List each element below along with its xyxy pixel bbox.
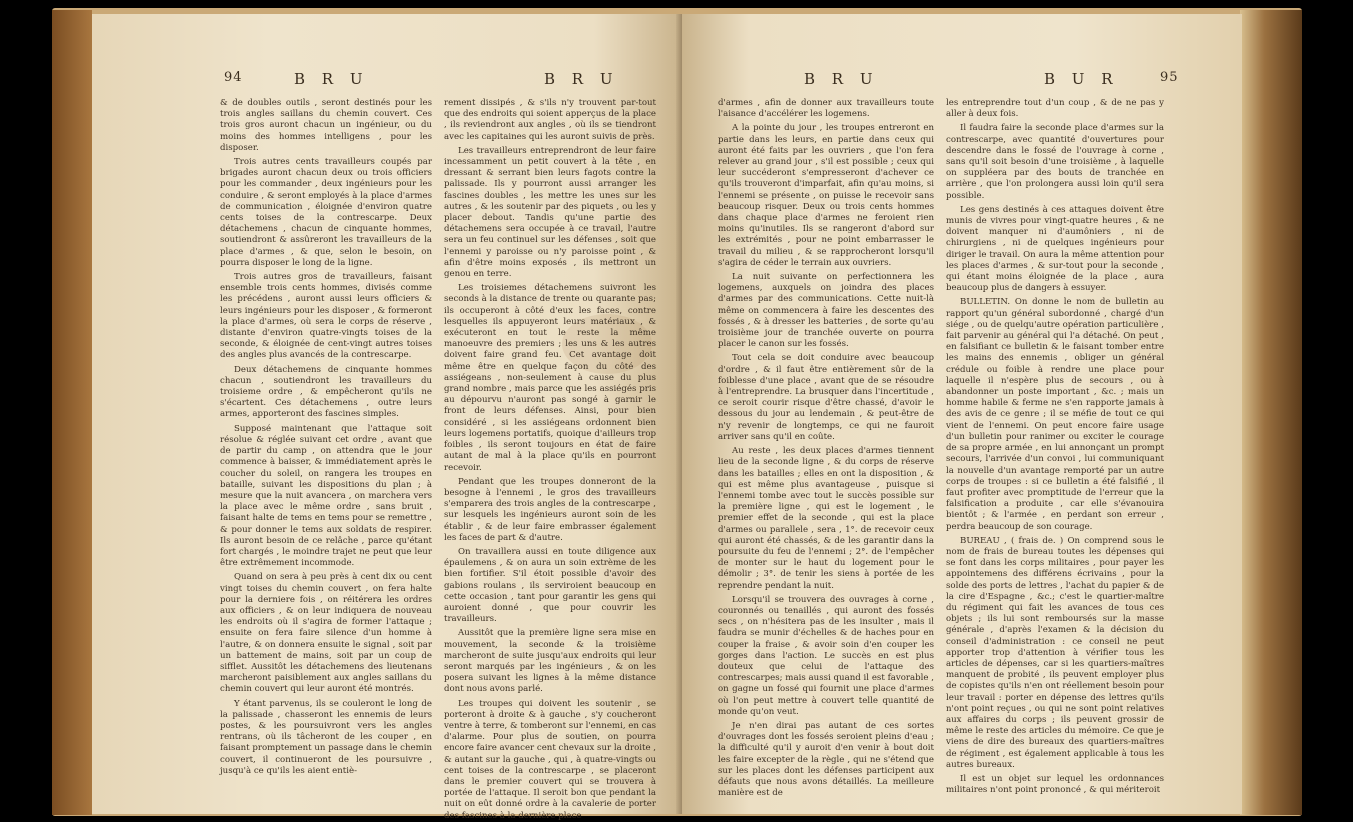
running-head-left: B R U <box>294 70 369 88</box>
right-page <box>682 14 1242 814</box>
paragraph: d'armes , afin de donner aux travailleurs toute l'aisance d'accélérer les logemens. <box>718 98 934 120</box>
left-page <box>92 14 682 821</box>
running-head-left: B R U <box>804 70 879 88</box>
paragraph: & de doubles outils , seront destinés pour les trois angles saillans du chemin couvert. Ces trois gros auront chacun un ingénieur, ou du moins des hommes intelligens , pour les disposer. <box>220 98 432 153</box>
paragraph: A la pointe du jour , les troupes entreront en partie dans les leurs, en partie dans ceux qui auront été faits par les ouvriers , que l'on fera relever au grand jour , s'il est possible ; ceux qui leur succéderont s'empresseront d'achever ce qu'ils trouveront d'imparfait, afin qu'au moins, si l'ennemi se présente , on puisse le recevoir sans beaucoup risquer. Deux ou trois cents hommes dans chaque place d'armes ne feroient rien moins qu'inutiles. Ils se rangeront d'abord sur les extrémités , pour ne point embarrasser le travail du milieu , & se rapprocheront lorsqu'il s'agira de céder le terrain aux ouvriers. <box>718 123 934 268</box>
paragraph: Trois autres cents travailleurs coupés par brigades auront chacun deux ou trois officiers pour les commander , deux ingénieurs pour les conduire , & seront employés à la place d'armes de communication , éloignée d'environ quatre cents toises de la contrescarpe. Deux détachemens , chacun de cinquante hommes, soutiendront & assûreront les travailleurs de la place d'armes , & que, selon le besoin, on pourra disposer le long de la ligne. <box>220 157 432 268</box>
paragraph: Au reste , les deux places d'armes tiennent lieu de la seconde ligne , & du corps de réserve dans les batailles ; elles en ont la disposition , & qui est même plus avantageuse , puisque si l'ennemi tombe avec tout le succès possible sur la première ligne , qui est le logement , le premier effet de la seconde , qui est la place d'armes ou parallele , sera , 1°. de recevoir ceux qui auront été chassés, & de les garantir dans la poursuite du feu de l'ennemi ; 2°. de l'empêcher de monter sur le haut du logement pour le démolir ; 3°. de tenir les siens à portée de les reprendre pendant la nuit. <box>718 446 934 591</box>
paragraph: Lorsqu'il se trouvera des ouvrages à corne , couronnés ou tenaillés , qui auront des fossés secs , on n'hésitera pas de les insulter , mais il faudra se munir d'échelles & de haches pour en couper la fraise , & avoir soin d'en couper les gorges dans l'action. Le succès en est plus douteux que celui de l'attaque des contrescarpes; mais aussi quand il est favorable , on gagne un fossé qui fournit une place d'armes où l'on peut mettre à couvert telle quantité de monde qu'on veut. <box>718 594 934 717</box>
running-head-right: B R U <box>544 70 619 88</box>
paragraph: Quand on sera à peu près à cent dix ou cent vingt toises du chemin couvert , on fera halte pour la derniere fois , on réitérera les ordres aux officiers , & on leur indiquera de nouveau les endroits où il s'agira de former l'attaque ; ensuite on fera faire silence d'un homme à l'autre, & on donnera ensuite le signal , soit par un battement de mains, soit par un coup de sifflet. Aussitôt les détachemens des lieutenans marcheront paisiblement aux angles saillans du chemin couvert qui leur auront été montrés. <box>220 572 432 695</box>
paragraph: Trois autres gros de travailleurs, faisant ensemble trois cents hommes, divisés comme les précédens , auront aussi leurs officiers & leurs ingénieurs pour les disposer , & formeront la place d'armes, où sera le corps de réserve , distante d'environ quatre-vingts toises de la seconde, & éloignée de cent-vingt autres toises des angles plus avancés de la contrescarpe. <box>220 272 432 361</box>
paragraph: Il est un objet sur lequel les ordonnances militaires n'ont point prononcé , & qui mériteroit <box>946 773 1164 796</box>
paragraph: Deux détachemens de cinquante hommes chacun , soutiendront les travailleurs du troisieme ordre , & empêcheront qu'ils ne s'écartent. Ces détachemens , outre leurs armes, apporteront des fascines simples. <box>220 364 432 420</box>
text-column-2 <box>946 98 1164 796</box>
page-number: 95 <box>1160 70 1179 85</box>
paragraph: Les troisiemes détachemens suivront les seconds à la distance de trente ou quarante pas; ils occuperont à côté d'eux les faces, contre lesquelles ils appuyeront leurs matériaux , & exécuteront en tout le reste la même manoeuvre des premiers ; les uns & les autres doivent faire grand feu. Cet avantage doit même être en quelque façon du côté des assiégeans , non-seulement à cause du plus grand nombre , mais parce que les assiégés pris au dépourvu n'auront pas songé à garnir le front de leurs défenses. Ainsi, pour bien considéré , si les assiégeans ordonnent bien leurs logemens portatifs, quoique d'ailleurs trop foibles , ils seront toujours en état de faire autant de mal à la place qu'ils en pourront recevoir. <box>444 283 656 473</box>
text-column-2 <box>444 98 656 821</box>
paragraph: Les travailleurs entreprendront de leur faire incessamment un petit couvert à la tête , en dressant & serrant bien leurs fagots contre la palissade. Ils y pourront aussi arranger les fascines doubles , les mettre les unes sur les autres , & les soutenir par des piquets , ou les y placer debout. Tandis qu'une partie des détachemens sera occupée à ce travail, l'autre sera un feu continuel sur les défenses , soit que l'ennemi y paroisse ou n'y paroisse point , & afin d'être moins exposés , ils mettront un genou en terre. <box>444 145 656 280</box>
book-cover-left-edge <box>52 10 92 815</box>
paragraph: Supposé maintenant que l'attaque soit résolue & réglée suivant cet ordre , avant que de partir du camp , on attendra que le jour commence à baisser, & immédiatement après le coucher du soleil, on rangera les troupes en bataille, suivant les dispositions du plan ; à mesure que la nuit avancera , on marchera vers la place avec le même ordre , sans bruit , faisant halte de tems en tems pour se remettre , & pour donner le tems aux soldats de respirer. Ils auront besoin de ce relâche , parce qu'étant fort chargés , le moindre trajet ne peut que leur être extrêmement incommode. <box>220 423 432 569</box>
paragraph: On travaillera aussi en toute diligence aux épaulemens , & on aura un soin extrème de les bien fortifier. S'il étoit possible d'avoir des gabions roulans , ils serviroient beaucoup en cette occasion , tant pour garantir les gens qui auroient donné , que pour couvrir les travailleurs. <box>444 546 656 625</box>
book-page-edges-right <box>1240 10 1302 815</box>
running-head-right: B U R <box>1044 70 1119 88</box>
paragraph: BULLETIN. On donne le nom de bulletin au rapport qu'un général subordonné , chargé d'un siége , ou de quelqu'autre opération particulière , fait parvenir au général qui l'a détaché. On peut , en falsifiant ce bulletin & le faisant tomber entre les mains des ennemis , obliger un général crédule ou foible à rendre une place pour laquelle il n'espère plus de secours , ou à abandonner un poste important , &c. ; mais un homme habile & ferme ne s'en rapporte jamais à des avis de ce genre ; il se méfie de tout ce qui vient de l'ennemi. On peut encore faire usage d'un bulletin pour ranimer ou exciter le courage de sa propre armée , en lui annonçant un prompt secours, l'arrivée d'un convoi , lui communiquant la nouvelle d'un avantage remporté par un autre corps de troupes : si ce bulletin a été falsifié , il faut profiter avec promptitude de l'erreur que la falsification a produite , car elle s'évanouira bientôt ; & l'armée , en perdant son erreur , perdra beaucoup de son courage. <box>946 297 1164 532</box>
paragraph: Tout cela se doit conduire avec beaucoup d'ordre , & il faut être entièrement sûr de la foiblesse d'une place , avant que de se résoudre à l'entreprendre. La brusquer dans l'incertitude , ce seroit courir risque d'être chassé, d'avoir le dessous du jour au lendemain , & peut-être de n'y revenir de longtemps, ce qui ne fauroit arriver sans qu'il en coûte. <box>718 353 934 442</box>
paragraph: Il faudra faire la seconde place d'armes sur la contrescarpe, avec quantité d'ouvertures pour descendre dans le fossé de l'ouvrage à corne , sans qu'il soit besoin d'une troisième , à laquelle on suppléera par des bouts de tranchée en arrière , que l'on prolongera aussi loin qu'il sera possible. <box>946 123 1164 201</box>
paragraph: Je n'en dirai pas autant de ces sortes d'ouvrages dont les fossés seroient pleins d'eau ; la difficulté qu'il y auroit d'en venir à bout doit les faire excepter de la règle , qui ne s'étend que sur les places dont les défenses participent aux défauts que nous avons détaillés. La meilleure manière est de <box>718 720 934 799</box>
paragraph: Les troupes qui doivent les soutenir , se porteront à droite & à gauche , s'y coucheront ventre à terre, & tomberont sur l'ennemi, en cas d'alarme. Pour plus de soutien, on pourra encore faire avancer cent chevaux sur la droite , & autant sur la gauche , qui , à quatre-vingts ou cent toises de la contrescarpe , se placeront dans le premier couvert qui se trouvera à portée de l'attaque. Il seroit bon que pendant la nuit on eût donné ordre à la cavalerie de porter des fascines à la dernière place <box>444 698 656 821</box>
paragraph: rement dissipés , & s'ils n'y trouvent par-tout que des endroits qui soient apperçus de la place , ils reviendront aux angles , où ils se tiendront avec les capitaines qui les auront suivis de près. <box>444 98 656 142</box>
paragraph: Y étant parvenus, ils se couleront le long de la palissade , chasseront les ennemis de leurs postes, & les poursuivront vers les angles rentrans, où ils tâcheront de les couper , en faisant promptement un passage dans le chemin couvert, il continueront de les poursuivre , jusqu'à ce qu'ils les aient entiè- <box>220 698 432 776</box>
text-column-1 <box>220 98 432 788</box>
paragraph: Les gens destinés à ces attaques doivent être munis de vivres pour vingt-quatre heures , & ne doivent manquer ni d'aumôniers , ni de chirurgiens , ni de quelques ingénieurs pour diriger le travail. On aura la même attention pour les places d'armes , & sur-tout pour la seconde , qui étant moins éloignée de la place , aura beaucoup plus de dangers à essuyer. <box>946 204 1164 294</box>
paragraph: La nuit suivante on perfectionnera les logemens, auxquels on joindra des places d'armes par des communications. Cette nuit-là même on commencera à faire les descentes des fossés , & à dresser les batteries , de sorte qu'au troisième jour de tranchée ouverte on pourra placer le canon sur les fossés. <box>718 272 934 350</box>
paragraph: BUREAU , ( frais de. ) On comprend sous le nom de frais de bureau toutes les dépenses qui se font dans les corps militaires , pour payer les appointemens des différens écrivains , pour la solde des ports de lettres , l'achat du papier & de la cire d'Espagne , &c.; c'est le quartier-maître du régiment qui fait les avances de tous ces objets ; ils lui sont remboursés sur la masse générale , d'après l'examen & la décision du conseil d'administration : ce conseil ne peut apporter trop d'attention à vérifier tous les articles de dépenses, car si les quartiers-maîtres manquent de probité , ils peuvent employer plus de copistes qu'ils n'en ont réellement besoin pour leur travail : porter en dépense des lettres qu'ils n'ont point reçues , ou qui ne sont point relatives aux affaires du corps ; ils peuvent grossir de même le reste des articles du mémoire. Ce que je viens de dire des bureaux des quartiers-maîtres de régiment , est également applicable à tous les autres bureaux. <box>946 535 1164 770</box>
text-column-1 <box>718 98 934 799</box>
paragraph: les entreprendre tout d'un coup , & de ne pas y aller à deux fois. <box>946 98 1164 120</box>
paragraph: Pendant que les troupes donneront de la besogne à l'ennemi , le gros des travailleurs s'emparera des trois angles de la contrescarpe , sur lesquels les ingénieurs auront soin de les établir , & de leur faire embrasser également les faces de part & d'autre. <box>444 476 656 543</box>
page-number: 94 <box>224 70 243 85</box>
paragraph: Aussitôt que la première ligne sera mise en mouvement, la seconde & la troisième marcheront de suite jusqu'aux endroits qui leur seront marqués par les ingénieurs , & on les posera suivant les lignes à la même distance dont nous avons parlé. <box>444 628 656 695</box>
